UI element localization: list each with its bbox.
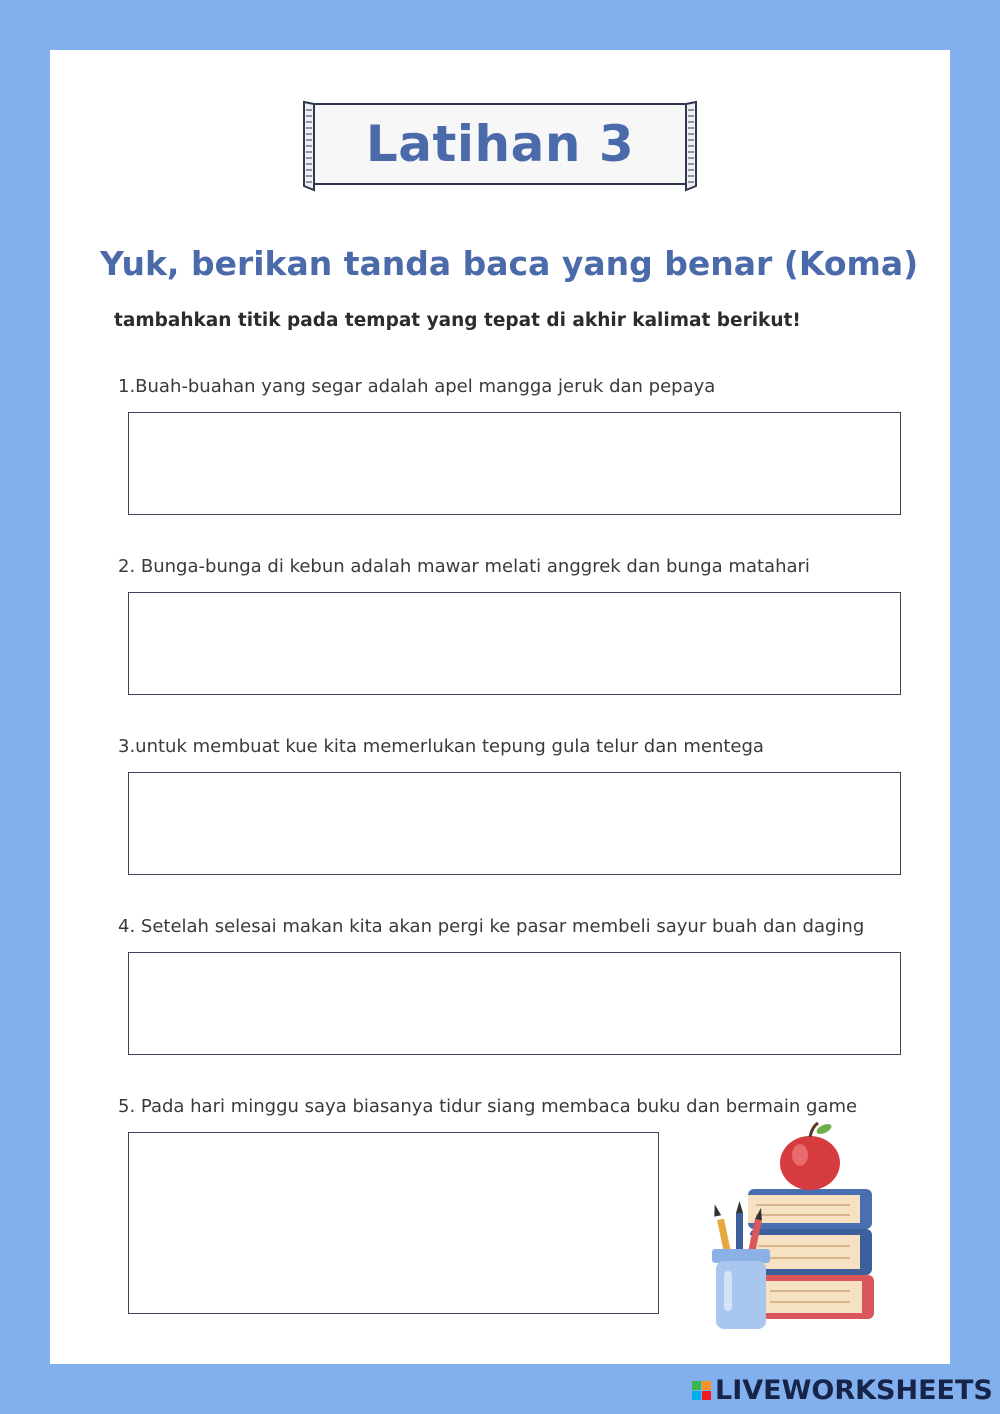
title-banner bbox=[300, 100, 700, 192]
books-apple-pencils-icon bbox=[700, 1115, 885, 1339]
question-4-label: 4. Setelah selesai makan kita akan pergi ke pasar membeli sayur buah dan daging bbox=[118, 916, 865, 937]
subtitle: Yuk, berikan tanda baca yang benar (Koma) bbox=[100, 244, 919, 283]
answer-4-input[interactable] bbox=[128, 952, 901, 1055]
question-3-label: 3.untuk membuat kue kita memerlukan tepung gula telur dan mentega bbox=[118, 736, 764, 757]
answer-5-input[interactable] bbox=[128, 1132, 659, 1314]
brand-text: LIVEWORKSHEETS bbox=[715, 1374, 993, 1406]
liveworksheets-branding bbox=[692, 1372, 993, 1408]
liveworksheets-logo-icon bbox=[692, 1381, 711, 1400]
instruction-text: tambahkan titik pada tempat yang tepat di akhir kalimat berikut! bbox=[114, 310, 801, 331]
question-5-label: 5. Pada hari minggu saya biasanya tidur siang membaca buku dan bermain game bbox=[118, 1096, 858, 1117]
answer-1-input[interactable] bbox=[128, 412, 901, 515]
page-title: Latihan 3 bbox=[365, 115, 635, 173]
answer-2-input[interactable] bbox=[128, 592, 901, 695]
answer-3-input[interactable] bbox=[128, 772, 901, 875]
question-1-label: 1.Buah-buahan yang segar adalah apel mangga jeruk dan pepaya bbox=[118, 376, 716, 397]
question-2-label: 2. Bunga-bunga di kebun adalah mawar melati anggrek dan bunga matahari bbox=[118, 556, 810, 577]
